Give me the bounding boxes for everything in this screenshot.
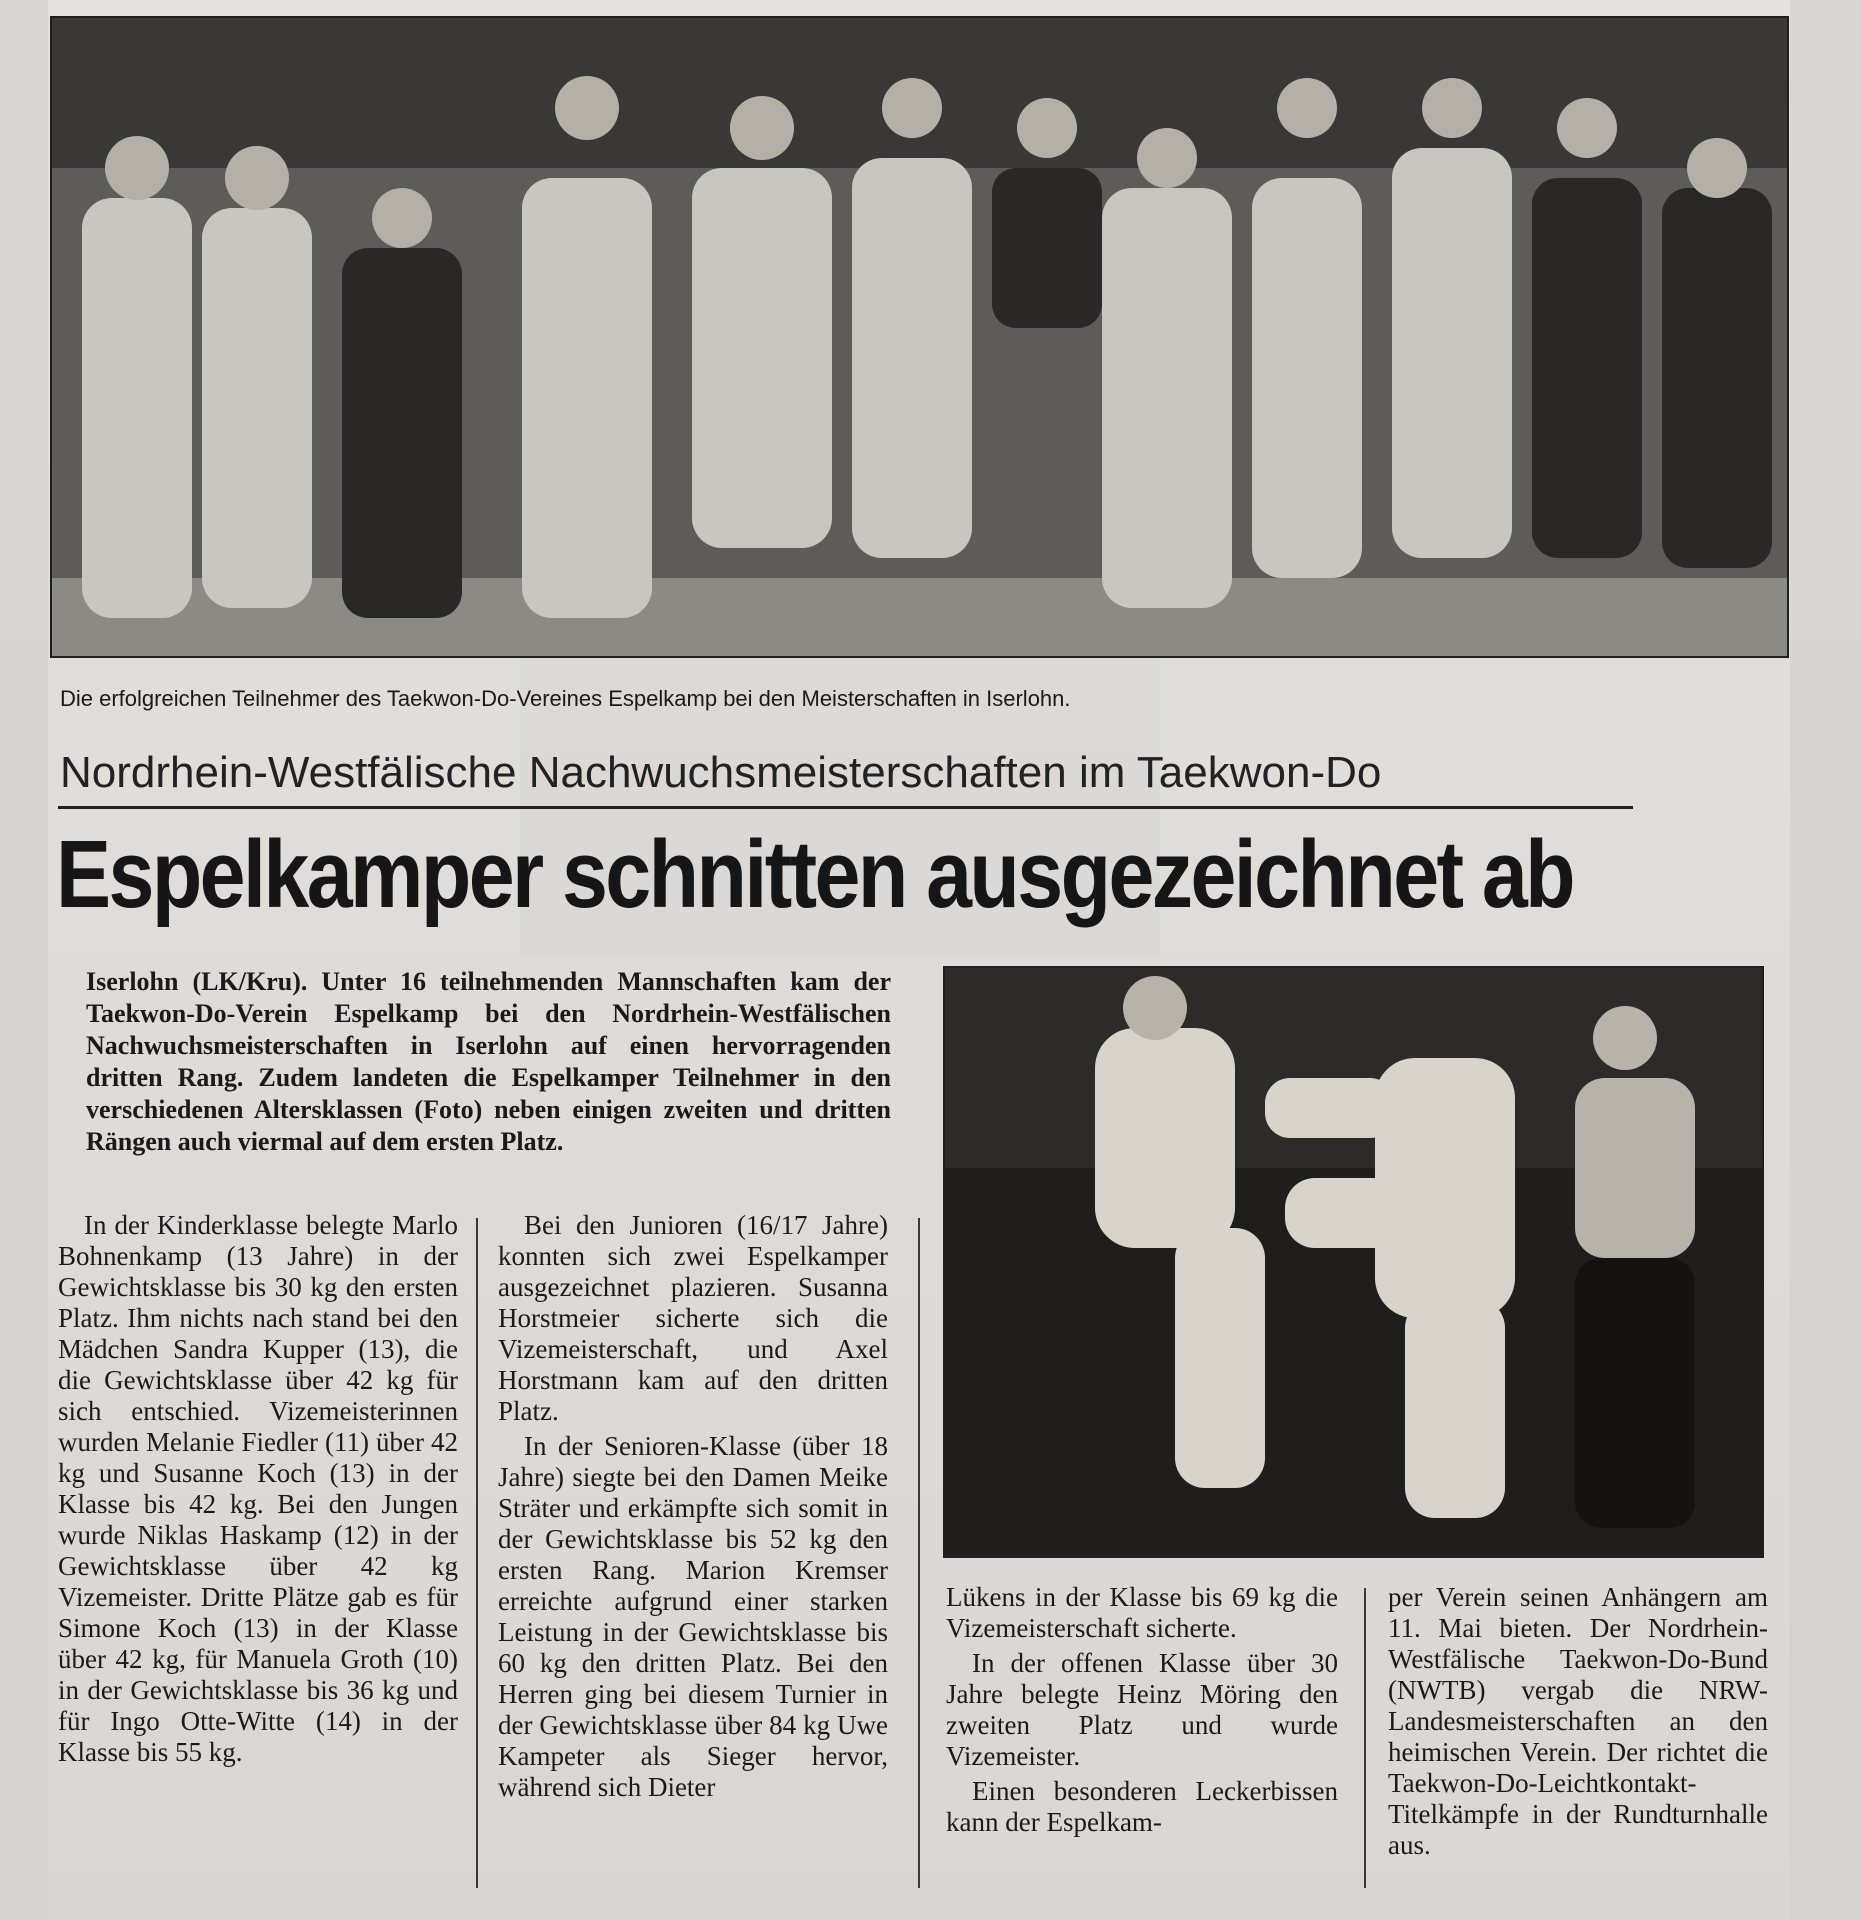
- photo-caption: Die erfolgreichen Teilnehmer des Taekwon-Do-Vereines Espelkamp bei den Meisterschaften in Iserlohn.: [60, 686, 1071, 711]
- paragraph: Lükens in der Klasse bis 69 kg die Vizemeisterschaft sicherte.: [946, 1582, 1338, 1643]
- text-column-4: [1388, 1582, 1768, 1861]
- action-photo: [943, 966, 1764, 1558]
- main-headline: Espelkamper schnitten ausgezeichnet ab: [56, 821, 1573, 928]
- paragraph: In der offenen Klasse über 30 Jahre belegte Heinz Möring den zweiten Platz und wurde Vizemeister.: [946, 1648, 1338, 1771]
- column-rule: [918, 1218, 920, 1888]
- paragraph: In der Kinderklasse belegte Marlo Bohnenkamp (13 Jahre) in der Gewichtsklasse bis 30 kg den ersten Platz. Ihm nichts nach stand bei den Mädchen Sandra Kupper (13), die die Gewichtsklasse über 42 kg für sich entschied. Vizemeisterinnen wurden Melanie Fiedler (11) über 42 kg und Susanne Koch (13) in der Klasse bis 42 kg. Bei den Jungen wurde Niklas Haskamp (12) in der Gewichtsklasse über 42 kg Vizemeister. Dritte Plätze gab es für Simone Koch (13) in der Klasse über 42 kg, für Manuela Groth (10) in der Gewichtsklasse bis 36 kg und für Ingo Otte-Witte (14) in der Klasse bis 55 kg.: [58, 1210, 458, 1767]
- column-rule: [476, 1218, 478, 1888]
- paragraph: per Verein seinen Anhängern am 11. Mai bieten. Der Nordrhein-Westfälische Taekwon-Do-Bund (NWTB) vergab die NRW-Landesmeisterschaften an den heimischen Verein. Der richtet die Taekwon-Do-Leichtkontakt-Titelkämpfe in der Rundturnhalle aus.: [1388, 1582, 1768, 1860]
- adjacent-article-ghost: [1790, 0, 1861, 1920]
- paragraph: Einen besonderen Leckerbissen kann der Espelkam-: [946, 1776, 1338, 1837]
- column-rule: [1364, 1588, 1366, 1888]
- adjacent-article-ghost: [0, 0, 48, 1920]
- kicker-underline: [58, 806, 1633, 809]
- kicker-headline: Nordrhein-Westfälische Nachwuchsmeisterschaften im Taekwon-Do: [60, 748, 1382, 797]
- action-photo-image: [945, 968, 1762, 1556]
- text-column-2: [498, 1210, 888, 1803]
- lead-paragraph: Iserlohn (LK/Kru). Unter 16 teilnehmenden Mannschaften kam der Taekwon-Do-Verein Espelkamp bei den Nordrhein-Westfälischen Nachwuchsmeisterschaften in Iserlohn auf einen hervorragenden dritten Rang. Zudem landeten die Espelkamper Teilnehmer in den verschiedenen Altersklassen (Foto) neben einigen zweiten und dritten Rängen auch viermal auf dem ersten Platz.: [86, 967, 891, 1156]
- group-photo: [50, 16, 1789, 658]
- paragraph: Bei den Junioren (16/17 Jahre) konnten sich zwei Espelkamper ausgezeichnet plazieren. Susanna Horstmeier sicherte sich die Vizemeisterschaft, und Axel Horstmann kam auf den dritten Platz.: [498, 1210, 888, 1426]
- group-photo-image: [52, 18, 1787, 656]
- text-column-3: [946, 1582, 1338, 1838]
- paragraph: In der Senioren-Klasse (über 18 Jahre) siegte bei den Damen Meike Sträter und erkämpfte sich somit in der Gewichtsklasse bis 52 kg den ersten Rang. Marion Kremser erreichte aufgrund einer starken Leistung in der Gewichtsklasse bis 60 kg den dritten Platz. Bei den Herren ging bei diesem Turnier in der Gewichtsklasse über 84 kg Uwe Kampeter als Sieger hervor, während sich Dieter: [498, 1431, 888, 1802]
- text-column-1: [58, 1210, 458, 1768]
